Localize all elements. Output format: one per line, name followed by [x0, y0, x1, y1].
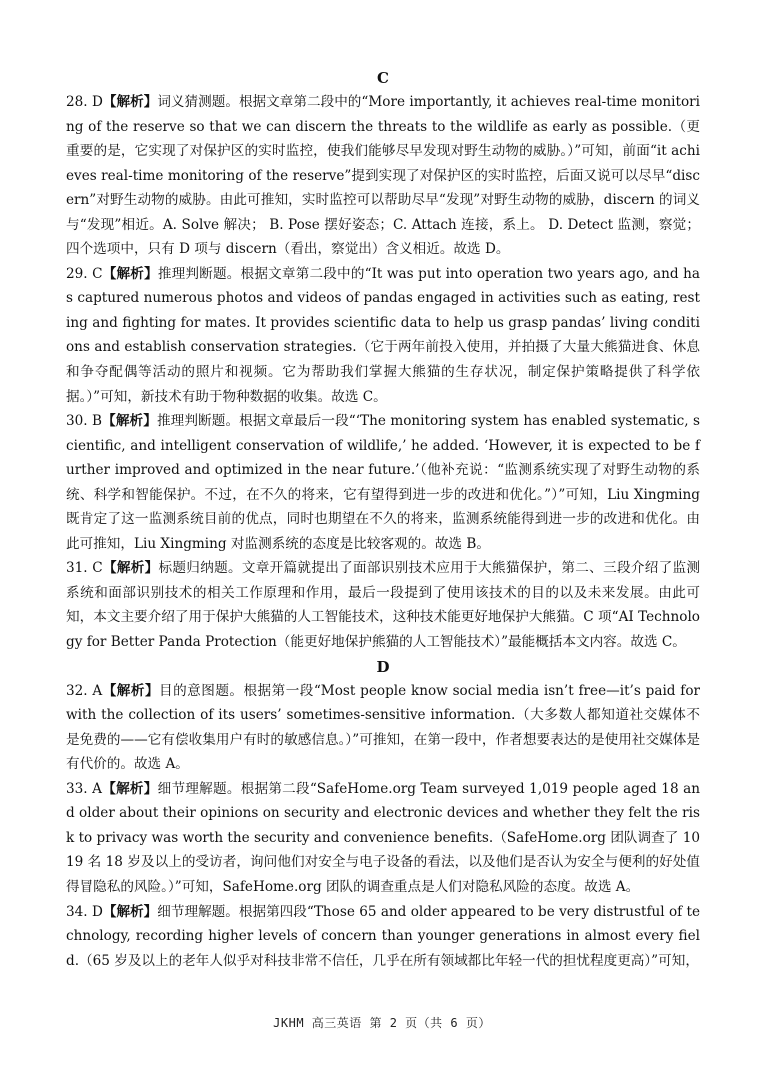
- analysis-text: 细节理解题。根据第二段“SafeHome.org Team surveyed 1,019 people aged 18 and older about their opinions on security and electronic devices and whether they felt the risk to privacy was worth the security and convenience benefits.（SafeHome.org 团队调查了 1019 名 18 岁及以上的受访者，询问他们对安全与电子设备的看法，以及他们是否认为安全与便利的好处值得冒隐私的风险。）”可知，SafeHome.org 团队的调查重点是人们对隐私风险的态度。故选 A。: [66, 780, 701, 895]
- question-number: 31. C: [66, 560, 103, 577]
- section-heading: D: [376, 657, 390, 676]
- analysis-tag: 【解析】: [102, 265, 158, 282]
- question-number: 30. B: [66, 413, 103, 430]
- question-number: 33. A: [66, 780, 103, 797]
- analysis-tag: 【解析】: [102, 903, 158, 920]
- analysis-text: 推理判断题。根据文章第二段中的“It was put into operation two years ago, and has captured numerous photos and videos of pandas engaged in activities such as eating, resting and fighting for mates. It provides scientific data to help us grasp pandas’ living conditions and establish conservation strategies.（它于两年前投入使用，并拍摄了大量大熊猫进食、休息和争夺配偶等活动的照片和视频。它为帮助我们掌握大熊猫的生存状况，制定保护策略提供了科学依据。）”可知，新技术有助于物种数据的收集。故选 C。: [66, 265, 700, 405]
- answer-item: [66, 900, 700, 974]
- answer-item: [66, 90, 700, 262]
- analysis-tag: 【解析】: [102, 682, 160, 699]
- analysis-text: 推理判断题。根据文章最后一段“‘The monitoring system has enabled systematic, scientific, and intelligent conservation of wildlife,’ he added. ‘However, it is expected to be further improved and optimized in the near future.’（他补充说：“监测系统实现了对野生动物的系统、科学和智能保护。不过，在不久的将来，它有望得到进一步的改进和优化。”）”可知，Liu Xingming 既肯定了这一监测系统目前的优点，同时也期望在不久的将来，监测系统能得到进一步的改进和优化。由此可推知，Liu Xingming 对监测系统的态度是比较客观的。故选 B。: [66, 413, 701, 552]
- analysis-text: 目的意图题。根据第一段“Most people know social media isn’t free—it’s paid for with the collection of its users’ sometimes-sensitive information.（大多数人都知道社交媒体不是免费的——它有偿收集用户有时的敏感信息。）”可推知，在第一段中，作者想要表达的是使用社交媒体是有代价的。故选 A。: [66, 682, 701, 773]
- question-number: 32. A: [66, 682, 103, 699]
- analysis-tag: 【解析】: [102, 413, 157, 430]
- page-footer: JKHM 高三英语 第 2 页（共 6 页）: [273, 1016, 491, 1030]
- answer-analysis-page: [66, 66, 700, 973]
- section-heading: C: [377, 69, 389, 87]
- analysis-text: 细节理解题。根据第四段“Those 65 and older appeared to be very distrustful of technology, recording higher levels of concern than younger generations in almost every field.（65 岁及以上的老年人似乎对科技非常不信任，几乎在所有领域都比年轻一代的担忧程度更高）”可知，: [66, 903, 701, 969]
- analysis-text: 标题归纳题。文章开篇就提出了面部识别技术应用于大熊猫保护，第二、三段介绍了监测系统和面部识别技术的相关工作原理和作用，最后一段提到了使用该技术的目的以及未来发展。由此可知，本文主要介绍了用于保护大熊猫的人工智能技术，这种技术能更好地保护大熊猫。C 项“AI Technology for Better Panda Protection（能更好地保护熊猫的人工智能技术）”最能概括本文内容。故选 C。: [66, 560, 701, 651]
- section-d: [66, 655, 700, 974]
- question-number: 29. C: [66, 265, 103, 282]
- answer-item: [66, 679, 700, 777]
- question-number: 34. D: [66, 903, 103, 920]
- analysis-tag: 【解析】: [102, 94, 158, 110]
- analysis-text: 词义猜测题。根据文章第二段中的“More importantly, it achieves real-time monitoring of the reserve so that we can discern the threats to the wildlife as early as possible.（更重要的是，它实现了对保护区的实时监控，使我们能够尽早发现对野生动物的威胁。）”可知，前面“it achieves real-time monitoring of the reserve”提到实现了对保护区的实时监控，后面又说可以尽早“discern”对野生动物的威胁。由此可推知，实时监控可以帮助尽早“发现”对野生动物的威胁，discern 的词义与“发现”相近。A. Solve 解决； B. Pose 摆好姿态；C. Attach 连接，系上。 D. Detect 监测，察觉；四个选项中，只有 D 项与 discern（看出，察觉出）含义相近。故选 D。: [66, 94, 701, 258]
- section-c: [66, 66, 700, 655]
- analysis-tag: 【解析】: [102, 780, 158, 797]
- answer-item: [66, 777, 700, 900]
- analysis-tag: 【解析】: [102, 560, 159, 577]
- answer-item: [66, 409, 700, 556]
- answer-item: [66, 556, 700, 654]
- answer-item: [66, 262, 700, 409]
- question-number: 28. D: [66, 94, 103, 110]
